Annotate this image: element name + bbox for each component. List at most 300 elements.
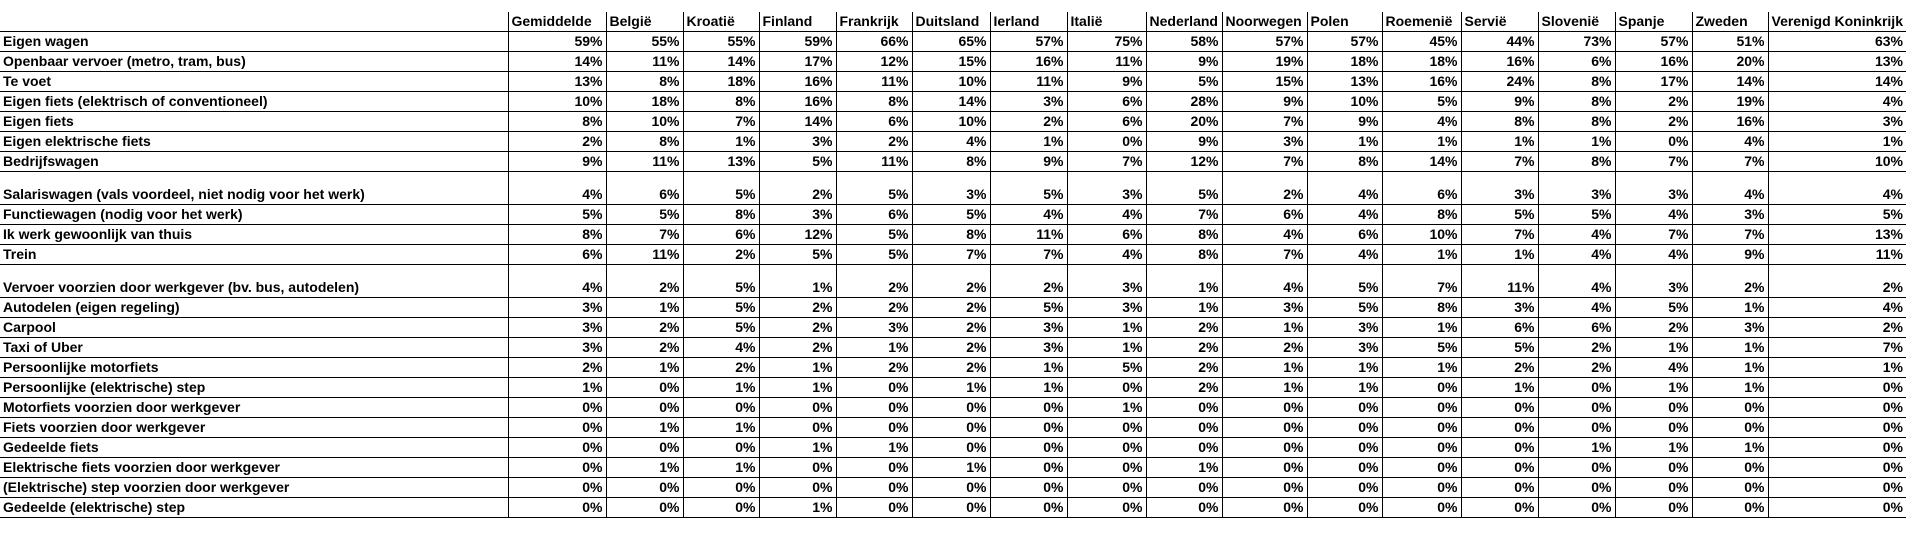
value-cell: 8% [912,152,990,172]
row-label: Gedeelde (elektrische) step [0,498,508,518]
row-label: Salariswagen (vals voordeel, niet nodig voor het werk) [0,172,508,205]
value-cell: 4% [1692,132,1768,152]
value-cell: 0% [1222,498,1307,518]
value-cell: 3% [1615,265,1692,298]
table-row [0,358,1906,378]
value-cell: 66% [836,32,912,52]
value-cell: 0% [683,438,759,458]
value-cell: 2% [1222,172,1307,205]
value-cell: 0% [1382,438,1461,458]
value-cell: 1% [990,358,1067,378]
value-cell: 0% [1615,478,1692,498]
value-cell: 0% [1067,438,1146,458]
value-cell: 3% [1461,172,1538,205]
value-cell: 2% [606,318,683,338]
value-cell: 5% [683,318,759,338]
table-row [0,458,1906,478]
value-cell: 1% [606,418,683,438]
value-cell: 13% [508,72,606,92]
column-header: Noorwegen [1222,12,1307,32]
value-cell: 1% [1382,132,1461,152]
value-cell: 0% [836,398,912,418]
value-cell: 10% [912,72,990,92]
value-cell: 5% [1538,205,1615,225]
value-cell: 0% [1461,478,1538,498]
value-cell: 16% [759,92,836,112]
value-cell: 4% [1222,265,1307,298]
value-cell: 9% [1222,92,1307,112]
value-cell: 7% [1692,225,1768,245]
value-cell: 45% [1382,32,1461,52]
value-cell: 8% [1538,152,1615,172]
value-cell: 55% [683,32,759,52]
value-cell: 0% [1615,458,1692,478]
value-cell: 2% [1146,378,1222,398]
value-cell: 8% [1146,225,1222,245]
value-cell: 7% [1615,225,1692,245]
value-cell: 4% [1307,172,1382,205]
value-cell: 2% [1538,338,1615,358]
value-cell: 20% [1692,52,1768,72]
value-cell: 5% [508,205,606,225]
value-cell: 8% [508,112,606,132]
row-label: Openbaar vervoer (metro, tram, bus) [0,52,508,72]
value-cell: 8% [836,92,912,112]
value-cell: 0% [990,498,1067,518]
value-cell: 0% [1768,478,1906,498]
value-cell: 7% [683,112,759,132]
value-cell: 1% [1146,298,1222,318]
value-cell: 0% [1768,498,1906,518]
value-cell: 7% [606,225,683,245]
value-cell: 0% [508,418,606,438]
value-cell: 1% [606,298,683,318]
value-cell: 0% [1222,418,1307,438]
value-cell: 7% [1692,152,1768,172]
value-cell: 4% [1222,225,1307,245]
value-cell: 7% [1768,338,1906,358]
value-cell: 1% [759,265,836,298]
value-cell: 0% [683,478,759,498]
value-cell: 0% [1461,458,1538,478]
value-cell: 0% [1461,438,1538,458]
value-cell: 3% [759,205,836,225]
value-cell: 0% [1461,418,1538,438]
value-cell: 0% [912,478,990,498]
value-cell: 0% [683,398,759,418]
value-cell: 3% [1692,205,1768,225]
value-cell: 65% [912,32,990,52]
value-cell: 17% [759,52,836,72]
value-cell: 1% [1461,132,1538,152]
row-label: Elektrische fiets voorzien door werkgever [0,458,508,478]
value-cell: 0% [912,398,990,418]
value-cell: 2% [759,298,836,318]
value-cell: 2% [990,265,1067,298]
value-cell: 14% [1382,152,1461,172]
table-row [0,478,1906,498]
row-label: Fiets voorzien door werkgever [0,418,508,438]
value-cell: 1% [1461,245,1538,265]
table-row [0,438,1906,458]
column-header: Frankrijk [836,12,912,32]
value-cell: 0% [912,438,990,458]
table-row [0,338,1906,358]
value-cell: 1% [836,438,912,458]
value-cell: 14% [759,112,836,132]
value-cell: 1% [606,358,683,378]
value-cell: 3% [912,172,990,205]
value-cell: 1% [759,378,836,398]
value-cell: 3% [1307,338,1382,358]
value-cell: 8% [683,92,759,112]
value-cell: 2% [606,265,683,298]
value-cell: 8% [912,225,990,245]
value-cell: 3% [1067,172,1146,205]
value-cell: 2% [1461,358,1538,378]
value-cell: 10% [606,112,683,132]
value-cell: 0% [1382,418,1461,438]
value-cell: 6% [1222,205,1307,225]
value-cell: 9% [1307,112,1382,132]
value-cell: 2% [1538,358,1615,378]
value-cell: 2% [1768,318,1906,338]
value-cell: 3% [508,338,606,358]
value-cell: 73% [1538,32,1615,52]
value-cell: 5% [836,245,912,265]
value-cell: 3% [1222,132,1307,152]
value-cell: 6% [606,172,683,205]
value-cell: 16% [1461,52,1538,72]
value-cell: 2% [759,172,836,205]
value-cell: 5% [912,205,990,225]
value-cell: 6% [508,245,606,265]
value-cell: 2% [1222,338,1307,358]
value-cell: 0% [1146,498,1222,518]
value-cell: 0% [990,438,1067,458]
value-cell: 1% [1222,378,1307,398]
value-cell: 14% [912,92,990,112]
value-cell: 1% [683,132,759,152]
value-cell: 9% [1146,132,1222,152]
table-row [0,378,1906,398]
value-cell: 7% [912,245,990,265]
value-cell: 0% [1382,398,1461,418]
value-cell: 0% [606,498,683,518]
value-cell: 0% [759,458,836,478]
value-cell: 3% [1615,172,1692,205]
value-cell: 1% [912,458,990,478]
value-cell: 0% [1615,398,1692,418]
value-cell: 1% [1692,358,1768,378]
value-cell: 16% [1692,112,1768,132]
value-cell: 11% [836,72,912,92]
value-cell: 14% [1692,72,1768,92]
value-cell: 0% [1538,498,1615,518]
value-cell: 3% [1222,298,1307,318]
value-cell: 7% [1222,245,1307,265]
value-cell: 3% [1692,318,1768,338]
value-cell: 0% [1146,478,1222,498]
value-cell: 13% [1307,72,1382,92]
value-cell: 2% [1146,318,1222,338]
row-label: (Elektrische) step voorzien door werkgever [0,478,508,498]
row-label: Persoonlijke motorfiets [0,358,508,378]
value-cell: 0% [1538,418,1615,438]
value-cell: 2% [912,265,990,298]
value-cell: 1% [1692,438,1768,458]
value-cell: 8% [1538,72,1615,92]
value-cell: 10% [912,112,990,132]
value-cell: 4% [1538,245,1615,265]
value-cell: 2% [912,298,990,318]
value-cell: 5% [1067,358,1146,378]
value-cell: 9% [508,152,606,172]
column-header: Duitsland [912,12,990,32]
value-cell: 1% [683,458,759,478]
value-cell: 1% [1615,338,1692,358]
value-cell: 2% [836,358,912,378]
column-header: Slovenië [1538,12,1615,32]
value-cell: 6% [683,225,759,245]
value-cell: 0% [990,418,1067,438]
value-cell: 0% [1382,378,1461,398]
value-cell: 0% [1692,478,1768,498]
table-row [0,418,1906,438]
row-label: Eigen fiets (elektrisch of conventioneel) [0,92,508,112]
value-cell: 0% [508,438,606,458]
value-cell: 0% [1538,378,1615,398]
value-cell: 59% [508,32,606,52]
value-cell: 2% [759,338,836,358]
value-cell: 2% [836,298,912,318]
value-cell: 3% [759,132,836,152]
value-cell: 1% [1307,358,1382,378]
value-cell: 13% [1768,225,1906,245]
value-cell: 4% [1768,92,1906,112]
value-cell: 63% [1768,32,1906,52]
value-cell: 44% [1461,32,1538,52]
value-cell: 8% [1538,92,1615,112]
value-cell: 4% [1538,265,1615,298]
value-cell: 3% [1307,318,1382,338]
value-cell: 1% [759,358,836,378]
row-label: Eigen fiets [0,112,508,132]
value-cell: 0% [759,418,836,438]
value-cell: 0% [1768,458,1906,478]
column-header: Roemenië [1382,12,1461,32]
table-row [0,132,1906,152]
value-cell: 5% [683,172,759,205]
value-cell: 0% [606,398,683,418]
value-cell: 0% [1307,478,1382,498]
value-cell: 3% [1461,298,1538,318]
value-cell: 6% [836,205,912,225]
table-row [0,298,1906,318]
value-cell: 5% [1461,205,1538,225]
value-cell: 28% [1146,92,1222,112]
value-cell: 3% [508,298,606,318]
value-cell: 11% [836,152,912,172]
value-cell: 11% [1067,52,1146,72]
value-cell: 0% [1768,438,1906,458]
value-cell: 18% [683,72,759,92]
value-cell: 57% [1222,32,1307,52]
value-cell: 4% [990,205,1067,225]
value-cell: 0% [1692,398,1768,418]
value-cell: 1% [1307,378,1382,398]
value-cell: 3% [990,338,1067,358]
value-cell: 57% [1615,32,1692,52]
value-cell: 5% [836,172,912,205]
value-cell: 3% [836,318,912,338]
value-cell: 0% [1307,398,1382,418]
value-cell: 1% [836,338,912,358]
value-cell: 18% [1382,52,1461,72]
value-cell: 11% [606,245,683,265]
value-cell: 2% [1692,265,1768,298]
value-cell: 0% [1461,398,1538,418]
value-cell: 2% [1146,338,1222,358]
value-cell: 0% [836,498,912,518]
value-cell: 0% [990,458,1067,478]
value-cell: 0% [1067,132,1146,152]
value-cell: 0% [1307,458,1382,478]
value-cell: 3% [508,318,606,338]
value-cell: 0% [990,478,1067,498]
value-cell: 0% [1222,438,1307,458]
value-cell: 5% [683,265,759,298]
row-label: Bedrijfswagen [0,152,508,172]
row-label: Autodelen (eigen regeling) [0,298,508,318]
value-cell: 4% [508,172,606,205]
value-cell: 13% [1768,52,1906,72]
table-row [0,205,1906,225]
value-cell: 0% [508,478,606,498]
value-cell: 12% [759,225,836,245]
mobility-table [0,12,1906,518]
value-cell: 59% [759,32,836,52]
value-cell: 9% [1461,92,1538,112]
value-cell: 14% [508,52,606,72]
value-cell: 0% [606,378,683,398]
table-row [0,172,1906,205]
value-cell: 14% [683,52,759,72]
table-body [0,32,1906,518]
value-cell: 4% [1615,358,1692,378]
value-cell: 0% [1461,498,1538,518]
value-cell: 0% [1067,458,1146,478]
value-cell: 3% [1538,172,1615,205]
value-cell: 5% [759,245,836,265]
value-cell: 0% [1615,132,1692,152]
value-cell: 0% [1307,438,1382,458]
value-cell: 8% [508,225,606,245]
table-row [0,72,1906,92]
value-cell: 0% [1538,458,1615,478]
value-cell: 5% [606,205,683,225]
value-cell: 3% [1768,112,1906,132]
value-cell: 0% [1146,398,1222,418]
value-cell: 11% [606,152,683,172]
table-row [0,318,1906,338]
table-row [0,245,1906,265]
value-cell: 0% [990,398,1067,418]
column-header: Italië [1067,12,1146,32]
value-cell: 11% [990,72,1067,92]
value-cell: 1% [1615,438,1692,458]
value-cell: 0% [1382,458,1461,478]
value-cell: 4% [1615,205,1692,225]
value-cell: 1% [1067,318,1146,338]
value-cell: 0% [606,478,683,498]
value-cell: 13% [683,152,759,172]
row-label: Trein [0,245,508,265]
value-cell: 0% [1615,418,1692,438]
value-cell: 1% [1768,132,1906,152]
value-cell: 8% [1461,112,1538,132]
value-cell: 4% [1692,172,1768,205]
value-cell: 4% [1382,112,1461,132]
value-cell: 16% [1382,72,1461,92]
value-cell: 0% [1067,378,1146,398]
value-cell: 0% [1067,418,1146,438]
value-cell: 17% [1615,72,1692,92]
column-header: Servië [1461,12,1538,32]
value-cell: 18% [1307,52,1382,72]
value-cell: 0% [912,418,990,438]
value-cell: 6% [1307,225,1382,245]
value-cell: 2% [990,112,1067,132]
value-cell: 0% [1146,418,1222,438]
value-cell: 4% [1538,225,1615,245]
value-cell: 55% [606,32,683,52]
value-cell: 1% [1067,398,1146,418]
value-cell: 1% [1615,378,1692,398]
value-cell: 7% [1461,152,1538,172]
table-row [0,112,1906,132]
value-cell: 0% [1146,438,1222,458]
table-row [0,398,1906,418]
table-row [0,52,1906,72]
value-cell: 19% [1222,52,1307,72]
value-cell: 1% [1538,132,1615,152]
value-cell: 4% [508,265,606,298]
value-cell: 4% [1307,245,1382,265]
row-label: Persoonlijke (elektrische) step [0,378,508,398]
value-cell: 8% [1382,298,1461,318]
value-cell: 1% [990,378,1067,398]
value-cell: 11% [990,225,1067,245]
value-cell: 1% [1692,378,1768,398]
value-cell: 19% [1692,92,1768,112]
value-cell: 5% [683,298,759,318]
value-cell: 1% [912,378,990,398]
value-cell: 4% [1307,205,1382,225]
value-cell: 0% [1382,498,1461,518]
value-cell: 0% [1222,398,1307,418]
value-cell: 0% [836,478,912,498]
value-cell: 4% [1067,205,1146,225]
value-cell: 10% [508,92,606,112]
value-cell: 0% [1538,398,1615,418]
value-cell: 1% [1146,458,1222,478]
value-cell: 7% [1222,112,1307,132]
value-cell: 7% [1146,205,1222,225]
value-cell: 5% [1768,205,1906,225]
value-cell: 18% [606,92,683,112]
value-cell: 16% [990,52,1067,72]
